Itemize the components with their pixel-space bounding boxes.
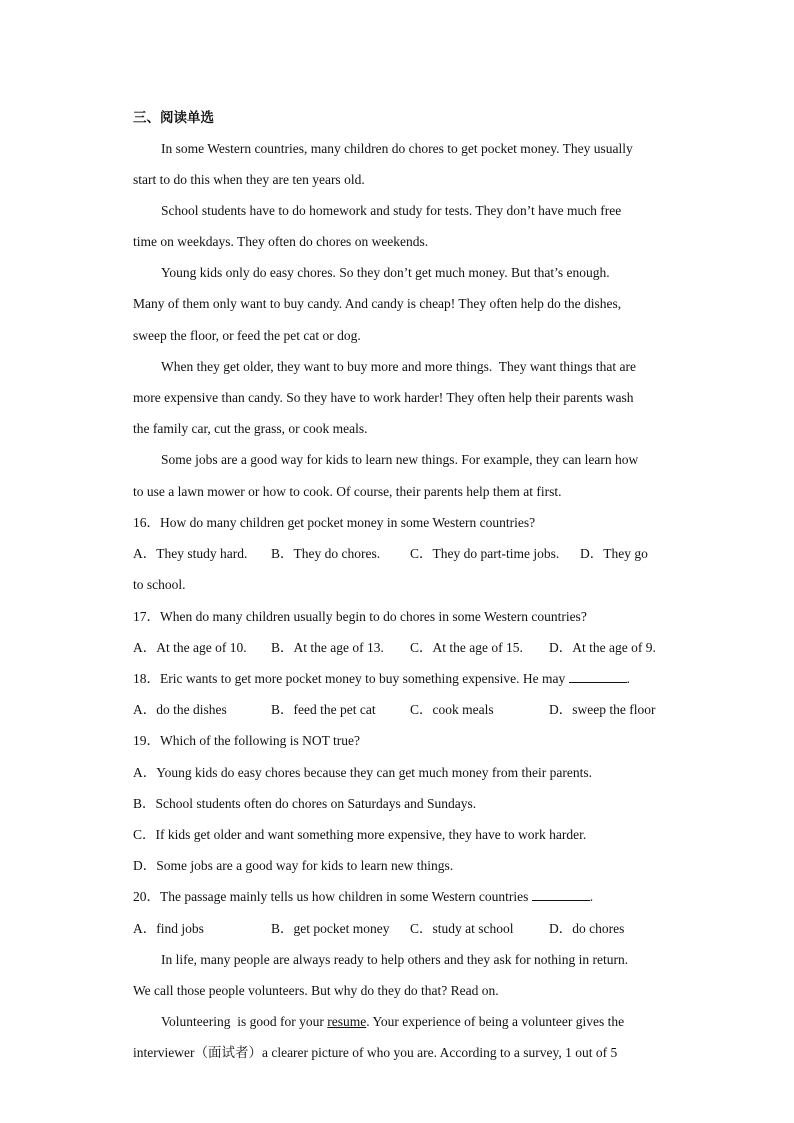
question-18-stem-end: . bbox=[626, 671, 631, 686]
passage1-p2-line2: time on weekdays. They often do chores on weekends. bbox=[133, 234, 429, 249]
question-20-option-c: C．study at school bbox=[410, 921, 514, 936]
passage1-p4-line2: more expensive than candy. So they have to work harder! They often help their parents wash bbox=[133, 390, 634, 405]
question-18-option-a: A．do the dishes bbox=[133, 702, 227, 717]
passage1-p3-line3: sweep the floor, or feed the pet cat or dog. bbox=[133, 328, 361, 343]
passage1-p5-line2: to use a lawn mower or how to cook. Of course, their parents help them at first. bbox=[133, 484, 562, 499]
passage2-p1-line2: We call those people volunteers. But why do they do that? Read on. bbox=[133, 983, 499, 998]
question-18-stem: 18．Eric wants to get more pocket money to buy something expensive. He may bbox=[133, 671, 569, 686]
passage1-p3-line2: Many of them only want to buy candy. And candy is cheap! They often help do the dishes, bbox=[133, 296, 622, 311]
section-heading: 三、阅读单选 bbox=[133, 110, 214, 126]
question-17-stem: 17．When do many children usually begin to do chores in some Western countries? bbox=[133, 609, 587, 624]
passage1-p1-line2: start to do this when they are ten years old. bbox=[133, 172, 365, 187]
question-16-stem: 16．How do many children get pocket money in some Western countries? bbox=[133, 515, 536, 530]
passage1-p4-line1: When they get older, they want to buy more and more things. They want things that are bbox=[161, 359, 636, 374]
question-16-option-a: A．They study hard. bbox=[133, 546, 248, 561]
question-20-stem-end: . bbox=[589, 889, 594, 904]
question-18-option-c: C．cook meals bbox=[410, 702, 494, 717]
question-20-stem-line bbox=[133, 887, 593, 907]
question-18-option-d: D．sweep the floor bbox=[549, 702, 656, 717]
question-20-stem: 20．The passage mainly tells us how children in some Western countries bbox=[133, 889, 532, 904]
passage2-p2-line1 bbox=[161, 1012, 624, 1032]
passage1-p2-line1: School students have to do homework and study for tests. They don’t have much free bbox=[161, 203, 622, 218]
question-20-option-d: D．do chores bbox=[549, 921, 625, 936]
question-17-option-b: B．At the age of 13. bbox=[271, 640, 384, 655]
passage1-p4-line3: the family car, cut the grass, or cook meals. bbox=[133, 421, 368, 436]
passage1-p3-line1: Young kids only do easy chores. So they don’t get much money. But that’s enough. bbox=[161, 265, 610, 280]
question-20-option-a: A．find jobs bbox=[133, 921, 204, 936]
question-19-option-b: B．School students often do chores on Saturdays and Sundays. bbox=[133, 796, 477, 811]
question-19-stem: 19．Which of the following is NOT true? bbox=[133, 733, 360, 748]
underlined-word-resume: resume bbox=[327, 1014, 367, 1029]
question-19-option-d: D．Some jobs are a good way for kids to learn new things. bbox=[133, 858, 454, 873]
question-16-option-d: D．They go bbox=[580, 546, 648, 561]
passage2-p2-line1-pre: Volunteering is good for your bbox=[161, 1014, 328, 1029]
question-18-stem-line bbox=[133, 669, 630, 689]
passage1-p5-line1: Some jobs are a good way for kids to learn new things. For example, they can learn how bbox=[161, 452, 639, 467]
passage2-p2-line1-post: . Your experience of being a volunteer gives the bbox=[366, 1014, 625, 1029]
question-17-option-d: D．At the age of 9. bbox=[549, 640, 656, 655]
passage1-p1-line1: In some Western countries, many children do chores to get pocket money. They usually bbox=[161, 141, 633, 156]
question-20-answer-blank bbox=[532, 888, 590, 901]
question-17-option-c: C．At the age of 15. bbox=[410, 640, 523, 655]
passage2-p1-line1: In life, many people are always ready to help others and they ask for nothing in return. bbox=[161, 952, 629, 967]
question-19-option-a: A．Young kids do easy chores because they can get much money from their parents. bbox=[133, 765, 593, 780]
question-17-option-a: A．At the age of 10. bbox=[133, 640, 247, 655]
question-16-option-d-continued: to school. bbox=[133, 577, 186, 592]
question-20-option-b: B．get pocket money bbox=[271, 921, 390, 936]
question-18-option-b: B．feed the pet cat bbox=[271, 702, 376, 717]
passage2-p2-line2: interviewer（面试者）a clearer picture of who you are. According to a survey, 1 out of 5 bbox=[133, 1045, 618, 1060]
question-16-option-b: B．They do chores. bbox=[271, 546, 381, 561]
question-19-option-c: C．If kids get older and want something more expensive, they have to work harder. bbox=[133, 827, 587, 842]
question-18-answer-blank bbox=[569, 670, 627, 683]
question-16-option-c: C．They do part-time jobs. bbox=[410, 546, 560, 561]
